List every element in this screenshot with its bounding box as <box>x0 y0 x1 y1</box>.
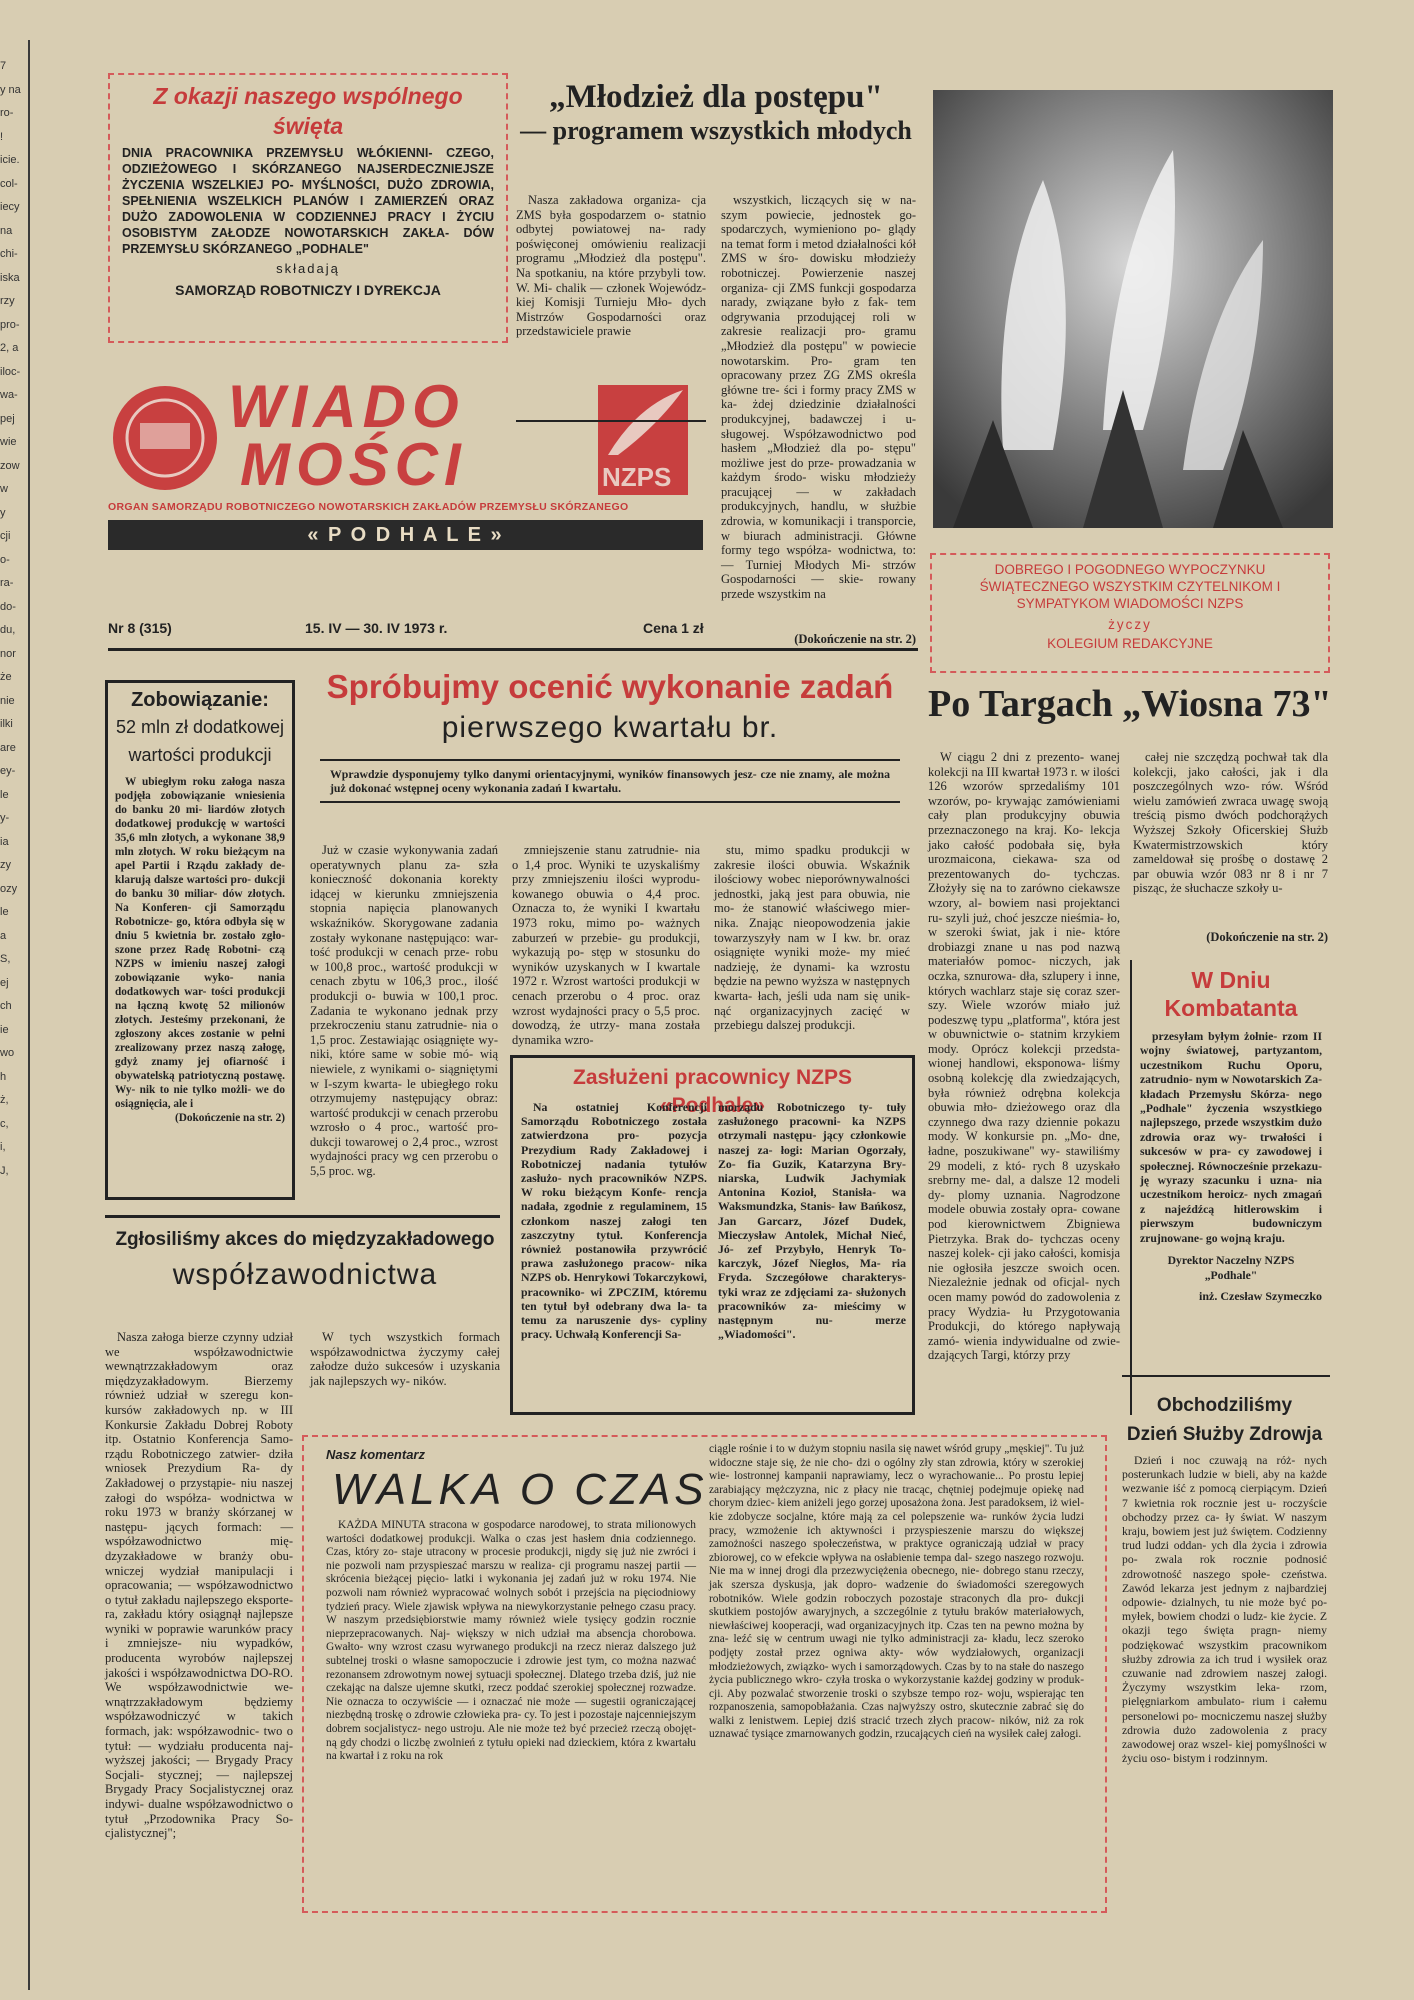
edge-fragment: 7 <box>0 60 7 72</box>
edge-fragment: ie <box>0 1023 9 1036</box>
commitment-body: W ubiegłym roku załoga nasza podjęła zobowiązanie wniesienia do banku 20 mi- liardów złotych dodatkowej produkcję w wartości 35,6 mln złotych, a wykonane 38,9 mln złotych. W roku bieżącym na apel Partii i Rządu zakłady de- klarują dalsze wartości pro- dukcji do banku 30 miliar- dów złotych. Na Konferen- cji Samorządu Robotnicze- go, która odbyła się w dniu 5 kwietnia br. zostało zgło- szone przez Radę Robotni- czą NZPS w imieniu naszej załogi zobowiązanie wyko- nania dodatkowych war- tości produkcji na łączną kwotę 52 milionów złotych. Jesteśmy przekonani, że zgłoszony akces zostanie w pełni zrealizowany przez naszą załogę, gdyż znamy jej ofiarność i obywatelską patriotyczną postawę. Wy- nik to nie tylko możli- we do osiągnięcia, ale i <box>115 776 285 1110</box>
edge-fragment: are <box>0 741 16 754</box>
veterans-title-1: W Dniu <box>1191 967 1271 993</box>
edge-fragment: rzy <box>0 295 15 307</box>
evaluate-col-1: Już w czasie wykonywania zadań operatywnych planu za- szła konieczność dokonania korekty idącej w kierunku zmniejszenia stopnia napięcia planowanych wskaźników. Skorygowane zadania zostały wykonane następująco: war- tość produkcji w cenach prze- robu w 100,8 proc., wartość produkcji w cenach zbytu w 106,3 proc., ilość produkcji o- buwia w 100,1 proc. Zadania te wykonano jednak przy przekroczeniu stanu zatrudnie- nia o 1,5 proc. Zestawiając osiągnięte wy- niki, które same w sobie mó- wią niewiele, z wynikami o- siągniętymi w I-szym kwarta- le ubiegłego roku otrzymujemy następujący obraz: wartość produkcji w cenach przerobu wzrosło o 4 proc., wartość pro- dukcji towarowej o 2,4 proc., wzrost wydajności pracy wg cen przerobu o 5,5 proc. wg. <box>310 843 498 1179</box>
edge-fragment: na <box>0 224 13 237</box>
fair-col-2: całej nie szczędzą pochwał tak dla kolekcji, jako całości, jak i dla poszczególnych wzo- rów. Wśród wielu zamówień zwraca uwagę swoją treścią pismo dwóch podchorążych Wyższej Szkoły Oficerskiej Służb Kwatermistrzowskich który zameldował się prośbę o dostawę 2 par obuwia wzór 083 nr 8 i nr 7 pisząc, że słuchacze szkoły u- <box>1133 750 1328 896</box>
edge-fragment: ilki <box>0 718 13 730</box>
edge-fragment: pro- <box>0 318 20 331</box>
edge-fragment: y- <box>0 812 10 824</box>
commitment-heading-2: 52 mln zł dodatkowej <box>115 717 285 737</box>
greeting-sign-1: składają <box>276 261 340 276</box>
edge-fragment: ro- <box>0 107 14 119</box>
deserving-box <box>510 1055 915 1415</box>
veterans-body: przesyłam byłym żołnie- rzom II wojny światowej, partyzantom, uczestnikom Ruchu Oporu, zatrudnio- nym w Nowotarskich Za- kładach Przemysłu Skórza- nego „Podhale" życzenia wszystkiego najlepszego, przede wszystkim dużo zdrowia oraz wy- trwałości i sukcesów w pra- cy zawodowej i społecznej. Równocześnie przekazu- ję wyrazy szacunku i uzna- nia uczestnikom heroicz- nych zmagań z najeźdźcą hitlerowskim i pierwszym budowniczym zrujnowane- go wojną kraju. <box>1140 1030 1322 1245</box>
masthead-banner: « P O D H A L E » <box>108 520 703 550</box>
evaluate-col-3: stu, mimo spadku produkcji w zakresie ilości obuwia. Wskaźnik ilościowy wobec nieporównywalności jednostki, jaką jest para obuwia, nie mo- że stanowić właściwego mier- nika. Znając nieopowodzenia jakie towarzyszyły nam w I kw. br. oraz osiągnięte wyniki może- my mieć nadzieję, że dynami- ka wzrostu będzie na pewno wyższa w następnych kwarta- łach, jeśli uda nam się unik- nąć organizacyjnych zacięć w przebiegu dalszej produkcji. <box>714 843 910 1033</box>
deserving-col-1: Na ostatniej Konferencji Samorządu Robotniczego została zatwierdzona pro- pozycja Prezydium Rady Zakładowej i Robotniczej nadania tytułów zasłużo- nych pracowników NZPS. W roku bieżącym Konfe- rencja nadała, zgodnie z regulaminem, 15 członkom naszej załogi ten zaszczytny tytuł. Konferencja również postanowiła przywrócić prawa zasłużonego pracow- nika NZPS ob. Henrykowi Tokarczykowi, pracowniko- wi ZPCZIM, któremu ten tytuł był odebrany dwa la- ta temu za naruszenie dys- cypliny pracy. Uchwałą Konferencji Sa- <box>521 1100 707 1342</box>
edge-fragment: zy <box>0 859 11 871</box>
edge-fragment: pej <box>0 412 15 425</box>
evaluate-col-2: zmniejszenie stanu zatrudnie- nia o 1,4 proc. Wyniki te uzyskaliśmy przy zmniejszeniu ilości wyprodu- kowanego obuwia o 4,4 proc. Oznacza to, że wyniki I kwartału 1973 roku, mimo po- ważnych zaburzeń w przebie- gu produkcji, wykazują po- stęp w stosunku do wyników uzyskanych w I kwartale 1972 r. Wzrost wartości produkcji w cenach przerobu o 4 proc. oraz wzrost wydajności pracy o 5,5 proc. dowodzą, że utrzy- mana została dynamika wzro- <box>512 843 700 1047</box>
deserving-col-2: morządu Robotniczego ty- tuły zasłużonego pracowni- ka NZPS otrzymali następu- jący członkowie naszej za- łogi: Marian Ogorzały, Zo- fia Guzik, Katarzyna Bry- niarska, Ludwik Jachymiak Antonina Kozioł, Stanisła- wa Waksmundzka, Stanis- ław Bańkosz, Jan Garcarz, Józef Dudek, Mieczysław Antolek, Michał Nieć, Jó- zef Przybyło, Henryk To- karczyk, Józef Niegłos, Ma- ria Fryda. Szczegółowe charakterys- tyki wraz ze zdjęciami za- służonych pracowników za- mieścimy w następnym nu- merze „Wiadomości". <box>718 1100 906 1342</box>
edge-fragment: cji <box>0 530 11 542</box>
edge-fragment: icie. <box>0 154 20 166</box>
edge-fragment: iloc- <box>0 365 21 378</box>
edge-fragment: nor <box>0 647 16 660</box>
issue-number: Nr 8 (315) <box>108 620 172 636</box>
edge-fragment: 2, a <box>0 342 19 354</box>
fold-shadow <box>28 40 30 1990</box>
veterans-sign-1: Dyrektor Naczelny NZPS „Podhale" <box>1167 1254 1295 1282</box>
edge-fragment: col- <box>0 177 18 190</box>
commitment-cont: (Dokończenie na str. 2) <box>174 1112 285 1124</box>
edge-fragment: wa- <box>0 389 18 401</box>
fair-col-1: W ciągu 2 dni z prezento- wanej kolekcji na III kwartał 1973 r. w ilości 126 wzorów sprzedaliśmy 101 wzorów, po- krywając zamówieniami cały plan produkcyjny obuwia przeznaczonego na kraj. Ko- lekcja jako całość podobała się, była urozmaicona, ciekawa- sza od prezentowanych do- tychczas. Złożyły się na to zarówno ciekawsze wzory, al- bowiem nasi projektanci ru- szyli już, choć jeszcze nieśmia- ło, w szeroki świat, jak i nie- które drobiazgi znane u nas pod nazwą materiałów pomoc- niczych, jak oczka, sznurowa- dła, szlupery i inne, których wachlarz staje się coraz szer- szy. Wiele wzorów miało już podeszwę typu „platforma", która jest w obuwnictwie o- statnim krzykiem mody. Oprócz kolekcji przedsta- wionej handlowi, eksponowa- liśmy osobną kolekcję dla zwiedzających, była również odrębna kolekcja obuwia mło- dzieżowego oraz dla czynnego dwa razy dziennie pokazu mody. W konkursie pn. „Mo- dne, ładne, poszukiwane" wy- stawiliśmy 29 modeli, z któ- rych 8 uzyskało srebrny me- dal, a dalsze 12 modeli dy- plomy uznania. Nagrodzone modele obuwia zostały opra- cowane pod kierownictwem Zbigniewa Pietrzyka. Brak do- tychczas oceny naszej kolek- cji jako całości, komisja nie ogłosiła jeszcze swoich ocen. Niezależnie jednak od oficjal- nych ocen mamy powód do zadowolenia z pracy Wydzia- łu Przygotowania Produkcji, do którego napływają zamó- wienia indywidualne od zwie- dzających Targi, którzy przy <box>928 750 1120 1363</box>
edge-fragment: w <box>0 483 8 495</box>
edge-fragment: do- <box>0 600 16 613</box>
edge-fragment: du, <box>0 624 16 636</box>
edge-fragment: zow <box>0 459 20 472</box>
edge-fragment: ia <box>0 835 9 848</box>
fair-cont: (Dokończenie na str. 2) <box>1206 930 1328 944</box>
youth-title-1: „Młodzież dla postępu" <box>549 79 883 115</box>
greeting-body: DNIA PRACOWNIKA PRZEMYSŁU WŁÓKIENNI- CZEGO, ODZIEŻOWEGO I SKÓRZANEGO NAJSERDECZNIEJSZE ŻYCZENIA WSZELKIEJ PO- MYŚLNOŚCI, DUŻO ZDROWIA, SPEŁNIENIA WSZELKICH PLANÓW I ZAMIERZEŃ ORAZ DUŻO ZADOWOLENIA W CODZIENNEJ PRACY I ŻYCIU OSOBISTYM ZAŁODZE NOWOTARSKICH ZAKŁA- DÓW PRZEMYSŁU SKÓRZANEGO „PODHALE" <box>122 146 494 256</box>
edge-fragment: i, <box>0 1141 6 1153</box>
health-article <box>1122 1392 1327 1922</box>
competition-title-2: współzawodnictwa <box>172 1258 438 1291</box>
veterans-box <box>1130 960 1330 1415</box>
competition-col-2: W tych wszystkich formach współzawodnictwa życzymy całej załodze dużo sukcesów i uzyskania jak najlepszych wy- ników. <box>310 1330 500 1388</box>
competition-title-1: Zgłosiliśmy akces do międzyzakładowego <box>115 1229 495 1250</box>
comment-title: WALKA O CZAS <box>332 1465 708 1514</box>
edge-fragment: ! <box>0 130 4 143</box>
veterans-title-2: Kombatanta <box>1164 995 1298 1021</box>
holiday-box <box>930 553 1330 673</box>
edge-fragment: ch <box>0 1000 12 1012</box>
comment-box <box>302 1435 1107 1913</box>
left-edge-fragments <box>0 55 28 1555</box>
health-body: Dzień i noc czuwają na róż- nych posterunkach ludzie w bieli, aby na każde wezwanie iść z pomocą cierpiącym. Dzień 7 kwietnia rok rocznie jest u- roczyście obchodzy przez ca- ły świat. W naszym kraju, bowiem jest już świętem. Codzienny trud ludzi oddan- ych dla życia i zdrowia po- zwala rok rocznie podnosić zdrowotność naszego społe- czeństwa. Zawód lekarza jest jednym z najbardziej odpowie- dzialnych, tu nie może być po- myłek, bowiem chodzi o ludz- kie życie. Z okazji tego święta pragn- niemy podziękować wszystkim pracownikom służby zdrowia za ich trud i wysiłek oraz czuwanie nad zdrowiem naszej załogi. Życzymy wszystkim leka- rzom, pielęgniarkom ambulato- rium i całemu personelowi po- mocniczemu naszej służby zdrowia dużo zadowolenia z pracy zawodowej oraz wszel- kiej pomyślności w życiu oso- bistym i rodzinnym. <box>1122 1454 1327 1766</box>
evaluate-title: Spróbujmy ocenić wykonanie zadań <box>326 668 894 705</box>
holiday-line-5: KOLEGIUM REDAKCYJNE <box>1047 636 1213 651</box>
issue-rule <box>108 648 918 651</box>
edge-fragment: ej <box>0 976 9 989</box>
youth-title-2: — programem wszystkich młodych <box>520 116 912 145</box>
holiday-line-3: SYMPATYKOM WIADOMOŚCI NZPS <box>1016 596 1244 611</box>
commitment-box <box>105 680 295 1200</box>
edge-fragment: S, <box>0 953 11 965</box>
holiday-line-4: życzy <box>1108 617 1152 632</box>
emblem <box>110 383 220 493</box>
edge-fragment: ey- <box>0 765 16 777</box>
holiday-line-2: ŚWIĄTECZNEGO WSZYSTKIM CZYTELNIKOM I <box>979 579 1281 594</box>
deserving-title: Zasłużeni pracownicy NZPS «Podhale» <box>573 1066 852 1117</box>
edge-fragment: a <box>0 929 7 942</box>
masthead-subtitle: ORGAN SAMORZĄDU ROBOTNICZEGO NOWOTARSKICH ZAKŁADÓW PRZEMYSŁU SKÓRZANEGO <box>108 501 629 513</box>
issue-date: 15. IV — 30. IV 1973 r. <box>305 620 448 636</box>
edge-fragment: c, <box>0 1117 9 1130</box>
competition-col-1: Nasza załoga bierze czynny udział we współzawodnictwie wewnątrzzakładowym oraz międzyzakładowym. Bierzemy również udział w szeregu kon- kursów zakładowych np. w III Konkursie Zakładu Dobrej Roboty itp. Ostatnio Konferencja Samo- rządu Robotniczego zatwier- dziła wniosek Prezydium Ra- dy Zakładowej o przystąpie- niu naszej załogi do współza- wodnictwa w roku 1973 w branży skórzanej w następu- jących formach: — współzawodnictwo mię- dzyzakładowe w branży obu- wniczej wydział manipulacji i opracowania; — współzawodnictwo o tytuł zakładu najlepszego eksporte- ra, zakładu który osiągnął najlepsze wyniki w poprawie warunków pracy i zmniejsze- niu wypadków, producenta wyrobów najlepszej jakości i współzawodnictwa DO-RO. We współzawodnictwie we- wnątrzzakładowym będziemy współzawodniczyć w takich formach, jak: współzawodnic- two o tytuł: — wydziału producenta naj- wyższej jakości; — Brygady Pracy Socjali- stycznej; — najlepszej Brygady Pracy Socjalistycznej oraz indywi- dualne współzawodnictwo o tytuł „Przodownika Pracy So- cjalistycznej"; <box>105 1330 293 1841</box>
holiday-line-1: DOBREGO I POGODNEGO WYPOCZYNKU <box>994 562 1266 577</box>
crocus-photo-icon <box>933 90 1333 528</box>
edge-fragment: nie <box>0 694 15 707</box>
masthead-title-1: WIADO <box>228 373 465 440</box>
greeting-box <box>108 73 508 343</box>
edge-fragment: y <box>0 506 6 519</box>
greeting-sign-2: SAMORZĄD ROBOTNICZY I DYREKCJA <box>175 282 441 298</box>
youth-col-1: Nasza zakładowa organiza- cja ZMS była gospodarzem o- statnio odbytej powiatowej na- rady poświęconej omówieniu realizacji programu „Młodzież dla postępu". Na spotkaniu, na które przybyli tow. W. Mi- chalik — członek Wojewódz- kiej Komisji Turnieju Mło- dych Mistrzów Gospodarności oraz przedstawiciele prawie <box>516 193 706 339</box>
health-title-2: Dzień Służby Zdrowja <box>1126 1424 1323 1445</box>
edge-fragment: iska <box>0 271 20 284</box>
fair-title: Po Targach „Wiosna 73" <box>928 683 1332 725</box>
commitment-heading-3: wartości produkcji <box>128 745 272 765</box>
youth-article <box>516 78 916 648</box>
evaluate-lead: Wprawdzie dysponujemy tylko danymi orientacyjnymi, wyników finansowych jesz- cze nie znamy, ale można już dokonać wstępnej oceny wykonania zadań I kwartału. <box>320 759 900 803</box>
edge-fragment: ozy <box>0 882 18 895</box>
health-title-1: Obchodziliśmy <box>1156 1395 1293 1416</box>
emblem-icon <box>110 383 220 493</box>
greeting-title: Z okazji naszego wspólnego święta <box>153 83 463 139</box>
youth-cont: (Dokończenie na str. 2) <box>794 632 916 646</box>
edge-fragment: y na <box>0 83 21 96</box>
edge-fragment: le <box>0 788 9 801</box>
edge-fragment: że <box>0 671 12 683</box>
youth-col1-rule <box>516 420 706 422</box>
edge-fragment: wo <box>0 1047 15 1059</box>
nzps-label: NZPS <box>602 462 672 492</box>
edge-fragment: ż, <box>0 1094 9 1106</box>
comment-col-2: ciągle rośnie i to w dużym stopniu nasila się nawet wśród grupy „męskiej". Tu już widoczne staje się, że nie cho- dzi o ogólny zły stan zdrowia, który w szerokiej wie- lostronnej kampanii naprawiamy, lecz o wyrachowanie... Po prostu lepiej zarabiający mężczyzna, nic z płacy nie tracąc, chętniej podejmuje opiekę nad chorym dziec- kiem aniżeli jego gorzej uposażona żona. Jest paradoksem, iż wiel- kie zdobycze socjalne, które mają za cel polepszenie wa- runków życia ludzi pracy, wzmożenie ich aktywności i przyspieszenie marszu do większej zamożności naszego społeczeństwa, w praktyce ograniczają udział w pracy zbiorowej, co w efekcie wpływa na osłabienie tempa dal- szego naszego rozwoju. Nie ma w innej drogi dla przezwyciężenia obecnego, nie- dobrego stanu rzeczy, jak szersza dyskusja, jak dopro- wadzenie do świadomości szeregowych robotników. Wiele godzin roboczych pozostaje straconych dla pro- dukcji skutkiem postojów awaryjnych, a szczególnie z tytułu braków materiałowych, niewłaściwej kooperacji, wad organizacyjnych itp. Czas ten na pewno można by zna- leźć się w centrum uwagi nie tylko administracji za- kładu, lecz szeroko podjęty został przez ogniwa akty- wów wydziałowych, organizacji młodzieżowych, związko- wych i samorządowych. Czas by to na stałe do naszego życia publicznego wkro- czyła troska o wykorzystanie każdej godziny w produk- cji. Aby pozwalać stworzenie troski o szybsze tempo roz- woju, wspierając ten rozpanoszenia, samopobłażania. Czas najwyższy ostro, skutecznie zabrać się do walki z lenistwem. Lepiej dziś stracić trzech złych pracow- ników, niż za rok uznawać tysiące zmarnowanych godzin, rzucających cień na wysiłek całej załogi. <box>709 1443 1084 1741</box>
edge-fragment: h <box>0 1070 7 1083</box>
edge-fragment: chi- <box>0 248 18 260</box>
edge-fragment: le <box>0 906 9 918</box>
competition-rule <box>105 1215 500 1218</box>
commitment-heading-1: Zobowiązanie: <box>131 689 269 711</box>
comment-col-1: KAŻDA MINUTA stracona w gospodarce narodowej, to strata milionowych wartości dodatkowej produkcji. Walka o czas jest hasłem dnia codziennego. Czas, który zo- staje utracony w procesie produkcji, nigdy się już nie zwróci i nie pozwoli nam przyspieszać marszu w realiza- cji programu naszej partii — skrócenia bieżącej pięcio- latki i wykonania jej zadań już w roku 1974. Nie pozwoli nam również wypracować wolnych sobót i przejścia na pięciodniowy tydzień pracy. Wiele zjawisk wpływa na niewykorzystanie pełnego czasu pracy. W naszym przedsiębiorstwie mamy również wiele tysięcy godzin rocznie nieprzepracowanych. Naj- większy w nich udział ma absencja chorobowa. Gwałto- wny wzrost czasu wyrwanego produkcji na rzecz nieraz dalszego już subtelnej troski o własne samopoczucie i zdrowie jest tym, co można nazwać rezonansem zdrowotnym nowej sytuacji społecznej. Dlatego trzeba dziś, już nie czekając na dalsze ujemne skutki, rzecz poddać szerokiej społecznej rozwadze. Nie oznacza to oczywiście — i oznaczać nie może — sugestii ograniczającej niezbędną troskę o zdrowie człowieka pra- cy. To jest i pozostaje najcenniejszym dobrem socjalistycz- nego ustroju. Ale nie może też być przecież rzeczą obojęt- ną gdy chodzi o liczbę zwolnień z tytułu opieki nad dzieckiem, która z kwartału na kwartał i z roku na rok <box>326 1519 696 1763</box>
veterans-sign-2: inż. Czesław Szymeczko <box>1199 1289 1322 1304</box>
edge-fragment: J, <box>0 1164 9 1177</box>
issue-price: Cena 1 zł <box>643 620 704 636</box>
masthead-title-2: MOŚCI <box>240 431 467 498</box>
comment-label: Nasz komentarz <box>326 1447 425 1462</box>
health-rule <box>1122 1375 1330 1377</box>
evaluate-subtitle: pierwszego kwartału br. <box>441 711 779 744</box>
edge-fragment: o- <box>0 553 10 566</box>
youth-col-2: wszystkich, liczących się w na- szym powiecie, jednostek go- spodarczych, wymieniono po- glądy na temat form i metod działalności kół ZMS w śro- dowisku młodzieży robotniczej. Powierzenie naszej organiza- cji ZMS funkcji gospodarza narady, związane było z fak- tem odgrywania przodującej roli w zakresie realizacji pro- gramu „Młodzież dla postępu" w powiecie nowotarskim. Pro- gram ten opracowany przez ZG ZMS określa główne tre- ści i formy pracy ZMS w ka- żdej dziedzinie działalności produkcyjnej, badawczej i u- sługowej. Współzawodnictwo pod hasłem „Młodzież dla po- stępu" możliwe jest do prze- prowadzania w każdym środo- wisku młodzieży pracującej — w zakładach produkcyjnych, handlu, w służbie zdrowia, w komunikacji i transporcie, w biurach administracji. Główne formy tego współza- wodnictwa, to: — Turniej Młodych Mi- strzów Gospodarności — skie- rowany przede wszystkim na <box>721 193 916 602</box>
edge-fragment: iecy <box>0 201 20 213</box>
flower-photo <box>933 90 1333 528</box>
edge-fragment: ra- <box>0 577 14 589</box>
edge-fragment: wie <box>0 436 17 448</box>
